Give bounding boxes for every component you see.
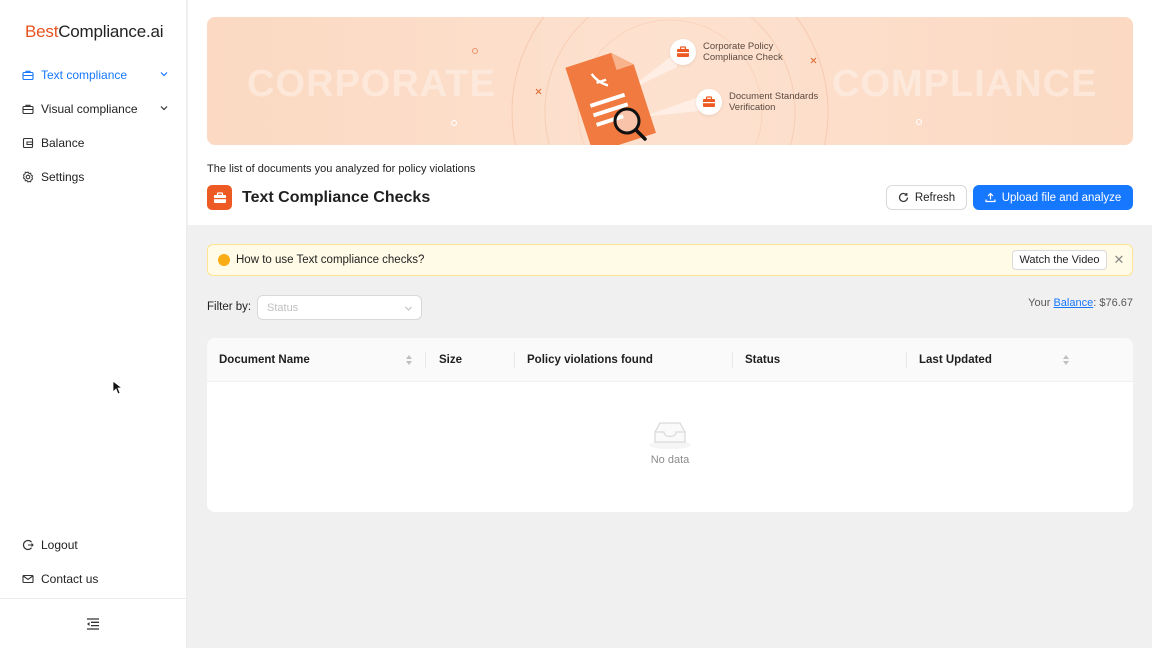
column-header-policy-violations: Policy violations found [527,354,653,366]
empty-state-text: No data [650,454,690,466]
refresh-button-label: Refresh [914,191,956,204]
sidebar-item-label: Balance [41,136,85,150]
briefcase-icon [207,185,232,210]
empty-inbox-icon [647,418,693,450]
chevron-down-icon[interactable] [159,103,169,113]
sort-icon[interactable] [1062,354,1070,366]
mail-icon [22,573,34,585]
page-subtitle: The list of documents you analyzed for policy violations [207,163,476,175]
status-filter-select[interactable] [257,295,422,320]
briefcase-icon [22,103,34,115]
mouse-cursor-icon [112,380,122,395]
balance-value: : $76.67 [1093,297,1133,309]
refresh-icon [898,192,909,203]
sidebar-item-settings[interactable] [0,160,186,194]
banner-tag-standards-verification [696,89,818,115]
balance-prefix: Your [1028,297,1054,309]
sidebar-item-label: Visual compliance [41,102,138,116]
upload-button-label: Upload file and analyze [1001,191,1122,204]
documents-table [207,338,1133,512]
sidebar-footer [0,598,186,648]
close-icon[interactable]: ✕ [1113,252,1125,267]
help-alert-text: How to use Text compliance checks? [236,254,425,266]
info-icon [218,254,230,266]
sidebar-bottom-nav [0,528,186,596]
sidebar-item-label: Text compliance [41,68,128,82]
empty-state [207,382,1133,512]
banner-word-left: CORPORATE [247,63,496,105]
column-header-status: Status [745,354,781,366]
column-header-size: Size [439,354,463,366]
collapse-menu-icon[interactable] [86,618,100,630]
sidebar-item-contact-us[interactable] [0,562,186,596]
brand-logo[interactable] [25,22,163,42]
tag-line: Document Standards [729,91,819,102]
banner-word-right: COMPLIANCE [832,63,1098,105]
balance-display [1028,297,1133,309]
sidebar-item-text-compliance[interactable] [0,58,186,92]
column-divider [514,352,515,368]
briefcase-icon [696,89,722,115]
sidebar-item-label: Contact us [41,572,99,586]
banner-tag-policy-check [670,39,783,65]
logout-icon [22,539,34,551]
column-header-last-updated[interactable]: Last Updated [919,354,992,366]
sidebar-item-visual-compliance[interactable] [0,92,186,126]
sidebar-item-label: Logout [41,538,78,552]
balance-link[interactable]: Balance [1053,297,1094,309]
sidebar-nav [0,58,186,194]
gear-icon [22,171,34,183]
upload-analyze-button[interactable] [973,185,1133,210]
help-alert [207,244,1133,276]
upload-icon [985,192,996,203]
chevron-down-icon [404,304,413,313]
wallet-icon [22,137,34,149]
table-header [207,338,1133,382]
sidebar-item-label: Settings [41,170,85,184]
tag-line: Verification [729,102,776,113]
chevron-down-icon[interactable] [159,69,169,79]
status-filter-placeholder: Status [267,301,299,314]
briefcase-icon [22,69,34,81]
column-header-document-name[interactable]: Document Name [219,354,310,366]
brand-logo-part2: Compliance.ai [58,22,164,41]
column-divider [732,352,733,368]
watch-video-button[interactable]: Watch the Video [1012,250,1107,270]
column-divider [906,352,907,368]
tag-line: Corporate Policy [703,41,774,52]
hero-banner [207,17,1133,145]
document-magnifier-illustration [555,39,667,145]
sidebar [0,0,187,648]
tag-line: Compliance Check [703,52,783,63]
filter-label: Filter by: [207,301,252,313]
sidebar-item-balance[interactable] [0,126,186,160]
refresh-button[interactable] [886,185,967,210]
sort-icon[interactable] [405,354,413,366]
column-divider [425,352,426,368]
brand-logo-part1: Best [25,22,59,41]
page-title: Text Compliance Checks [242,188,431,206]
sidebar-item-logout[interactable] [0,528,186,562]
briefcase-icon [670,39,696,65]
page-title-group [207,185,430,210]
